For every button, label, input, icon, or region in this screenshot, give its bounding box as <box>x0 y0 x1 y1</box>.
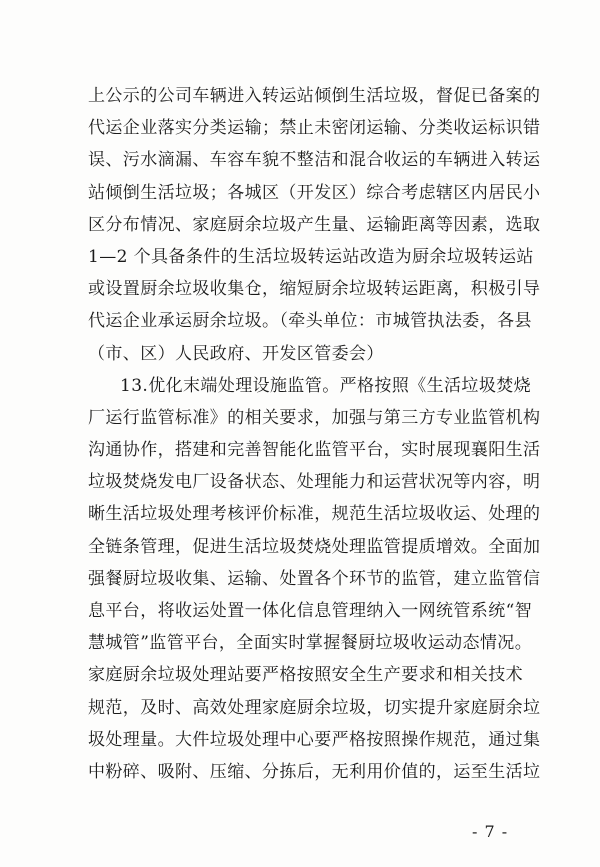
text-line: 区分布情况、家庭厨余垃圾产生量、运输距离等因素，选取 <box>88 214 541 235</box>
text-line: 或设置厨余垃圾收集仓，缩短厨余垃圾转运距离，积极引导 <box>88 279 541 300</box>
text-line: 圾处理量。大件垃圾处理中心要严格按照操作规范，通过集 <box>88 729 541 750</box>
text-line: 沟通协作，搭建和完善智能化监管平台，实时展现襄阳生活 <box>88 440 541 461</box>
page-number: - 7 - <box>472 822 509 841</box>
text-line: 强餐厨垃圾收集、运输、处置各个环节的监管，建立监管信 <box>88 568 541 589</box>
text-line: 厂运行监管标准》的相关要求，加强与第三方专业监管机构 <box>88 407 541 428</box>
text-line: 上公示的公司车辆进入转运站倾倒生活垃圾，督促已备案的 <box>88 86 541 106</box>
text-line: 误、污水滴漏、车容车貌不整洁和混合收运的车辆进入转运 <box>88 150 541 171</box>
body-text <box>88 80 541 788</box>
text-line: 息平台，将收运处置一体化信息管理纳入一网统管系统“智 <box>88 601 533 621</box>
text-line: 规范，及时、高效处理家庭厨余垃圾，切实提升家庭厨余垃 <box>88 697 541 718</box>
text-line: 站倾倒生活垃圾；各城区（开发区）综合考虑辖区内居民小 <box>88 182 541 203</box>
text-line: 代运企业承运厨余垃圾。（牵头单位：市城管执法委，各县 <box>88 311 532 332</box>
text-line: 晰生活垃圾处理考核评价标准，规范生活垃圾收运、处理的 <box>88 504 541 525</box>
text-line: 慧城管”监管平台，全面实时掌握餐厨垃圾收运动态情况。 <box>88 633 533 654</box>
text-line: 全链条管理，促进生活垃圾焚烧处理监管提质增效。全面加 <box>88 536 541 557</box>
paragraph-start-line: 13.优化末端处理设施监管。严格按照《生活垃圾焚烧 <box>120 375 532 396</box>
text-line: 代运企业落实分类运输；禁止未密闭运输、分类收运标识错 <box>88 118 541 139</box>
text-line: 中粉碎、吸附、压缩、分拣后，无利用价值的，运至生活垃 <box>88 761 541 782</box>
text-line: 垃圾焚烧发电厂设备状态、处理能力和运营状况等内容，明 <box>88 472 541 493</box>
text-line: 家庭厨余垃圾处理站要严格按照安全生产要求和相关技术 <box>88 665 523 686</box>
text-line: 1—2 个具备条件的生活垃圾转运站改造为厨余垃圾转运站 <box>88 246 534 267</box>
text-line: （市、区）人民政府、开发区管委会） <box>88 343 384 364</box>
